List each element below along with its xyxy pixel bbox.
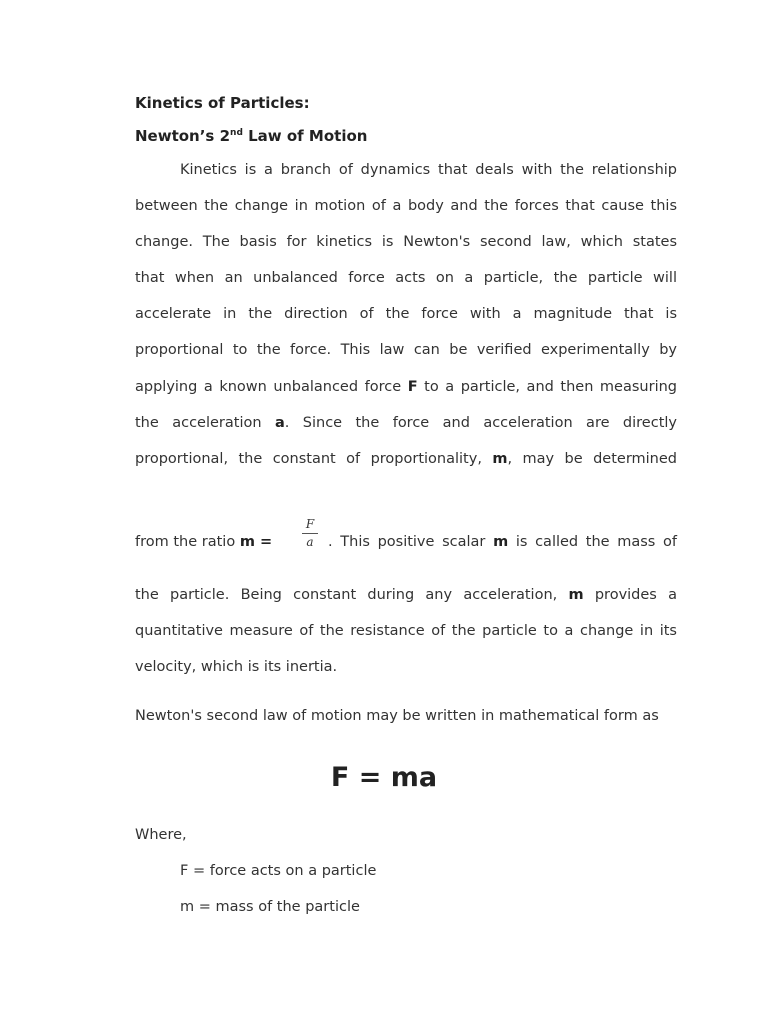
paragraph1-line-13 bbox=[135, 657, 677, 677]
paragraph-text: proportional to the force. This law can be verified experimentally by bbox=[135, 342, 677, 358]
section-title bbox=[135, 94, 677, 112]
fraction-denominator: a bbox=[306, 535, 314, 549]
paragraph-text: change. The basis for kinetics is Newton's second law, which states bbox=[135, 234, 677, 250]
paragraph-text: proportional, the constant of proportionality, bbox=[135, 451, 493, 467]
paragraph1-line-10-start bbox=[135, 532, 273, 552]
paragraph-text: the particle. Being constant during any acceleration, bbox=[135, 587, 569, 603]
section-title-text: Kinetics of Particles: bbox=[135, 94, 310, 112]
paragraph-text: between the change in motion of a body and the forces that cause this bbox=[135, 198, 677, 214]
definition-force: F = force acts on a particle bbox=[180, 863, 377, 879]
paragraph-text: . Since the force and acceleration are directly bbox=[284, 415, 677, 431]
paragraph-text: from the ratio bbox=[135, 534, 240, 550]
subtitle-prefix: Newton’s 2 bbox=[135, 127, 231, 145]
paragraph1-line-11 bbox=[135, 585, 677, 605]
paragraph1-line-3 bbox=[135, 232, 677, 252]
variable-mass: m bbox=[492, 451, 508, 467]
paragraph-text: that when an unbalanced force acts on a particle, the particle will bbox=[135, 270, 677, 286]
paragraph2: Newton's second law of motion may be written in mathematical form as bbox=[135, 708, 659, 724]
paragraph1-line-1 bbox=[135, 160, 677, 180]
paragraph-text: accelerate in the direction of the force with a magnitude that is bbox=[135, 306, 677, 322]
paragraph-text: velocity, which is its inertia. bbox=[135, 659, 338, 675]
paragraph-text: quantitative measure of the resistance of the particle to a change in its bbox=[135, 623, 677, 639]
section-subtitle bbox=[135, 127, 677, 145]
paragraph1-line-4 bbox=[135, 268, 677, 288]
paragraph1-line-7 bbox=[135, 377, 677, 397]
paragraph-text: , may be determined bbox=[507, 451, 677, 467]
paragraph1-line-5 bbox=[135, 304, 677, 324]
paragraph1-line-2 bbox=[135, 196, 677, 216]
variable-force: F bbox=[407, 379, 418, 395]
paragraph1-line-10-end bbox=[328, 532, 677, 552]
paragraph-text: is called the mass of bbox=[508, 534, 678, 550]
subtitle-suffix: Law of Motion bbox=[242, 127, 368, 145]
mass-fraction bbox=[302, 517, 318, 550]
paragraph1-line-6 bbox=[135, 340, 677, 360]
where-label: Where, bbox=[135, 827, 187, 843]
definition-mass: m = mass of the particle bbox=[180, 899, 360, 915]
paragraph-text: Kinetics is a branch of dynamics that deals with the relationship bbox=[180, 162, 677, 178]
mass-equals: m = bbox=[239, 534, 273, 550]
paragraph1-line-9 bbox=[135, 449, 677, 469]
formula: F = ma bbox=[330, 762, 438, 793]
paragraph-text: to a particle, and then measuring bbox=[417, 379, 677, 395]
variable-mass: m bbox=[493, 534, 509, 550]
subtitle-superscript: nd bbox=[230, 128, 243, 138]
paragraph-text: provides a bbox=[583, 587, 677, 603]
paragraph1-line-12 bbox=[135, 621, 677, 641]
paragraph1-line-8 bbox=[135, 413, 677, 433]
fraction-bar bbox=[302, 533, 318, 534]
paragraph-text: . This positive scalar bbox=[328, 534, 494, 550]
variable-acceleration: a bbox=[274, 415, 285, 431]
fraction-numerator: F bbox=[305, 517, 315, 531]
variable-mass: m bbox=[568, 587, 584, 603]
paragraph-text: applying a known unbalanced force bbox=[135, 379, 408, 395]
paragraph-text: the acceleration bbox=[135, 415, 275, 431]
